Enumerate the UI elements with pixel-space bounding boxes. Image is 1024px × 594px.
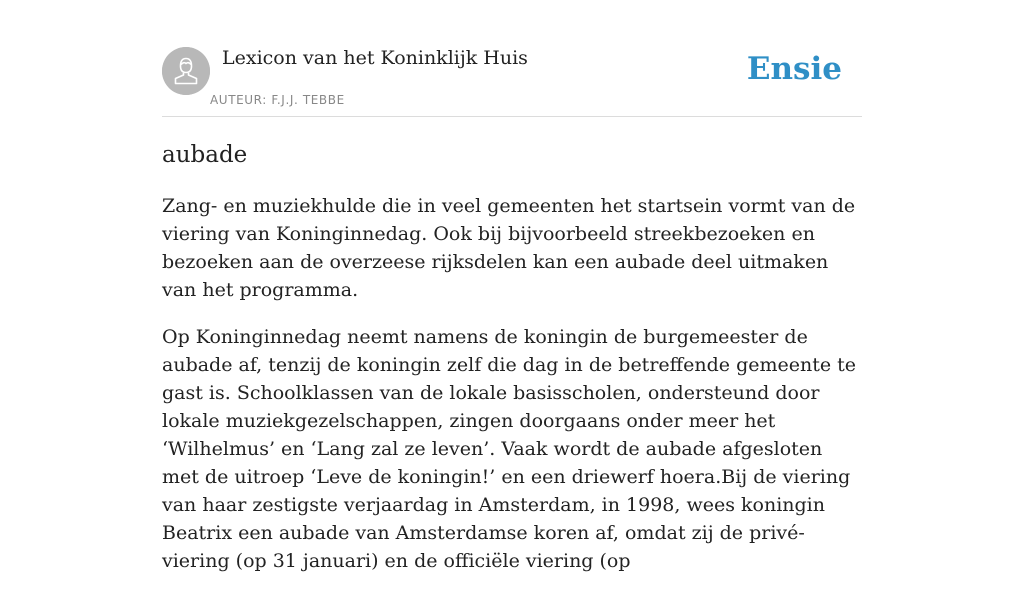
entry-card [162, 0, 862, 572]
author-label: AUTEUR: F.J.J. TEBBE [210, 93, 345, 107]
source-title[interactable]: Lexicon van het Koninklijk Huis [222, 47, 528, 69]
entry-paragraph: Zang- en muziekhulde die in veel gemeenten het startsein vormt van de viering van Koninginnedag. Ook bij bijvoorbeeld streekbezoeken en bezoeken aan de overzeese rijksdelen kan een aubade deel uitmaken van het programma. [162, 195, 856, 301]
brand-logo[interactable]: Ensie [746, 51, 842, 87]
entry-body [162, 192, 862, 594]
user-icon[interactable] [162, 47, 210, 95]
entry-headword: aubade [162, 142, 248, 168]
entry-header [162, 0, 862, 117]
entry-paragraph: Op Koninginnedag neemt namens de koningin de burgemeester de aubade af, tenzij de koningin zelf die dag in de betreffende gemeente te gast is. Schoolklassen van de lokale basisscholen, ondersteund door lokale muziekgezelschappen, zingen doorgaans onder meer het ‘Wilhelmus’ en ‘Lang zal ze leven’. Vaak wordt de aubade afgesloten met de uitroep ‘Leve de koningin!’ en een driewerf hoera.Bij de viering van haar zestigste verjaardag in Amsterdam, in 1998, wees koningin Beatrix een aubade van Amsterdamse koren af, omdat zij de privé-viering (op 31 januari) en de officiële viering (op [162, 326, 857, 572]
